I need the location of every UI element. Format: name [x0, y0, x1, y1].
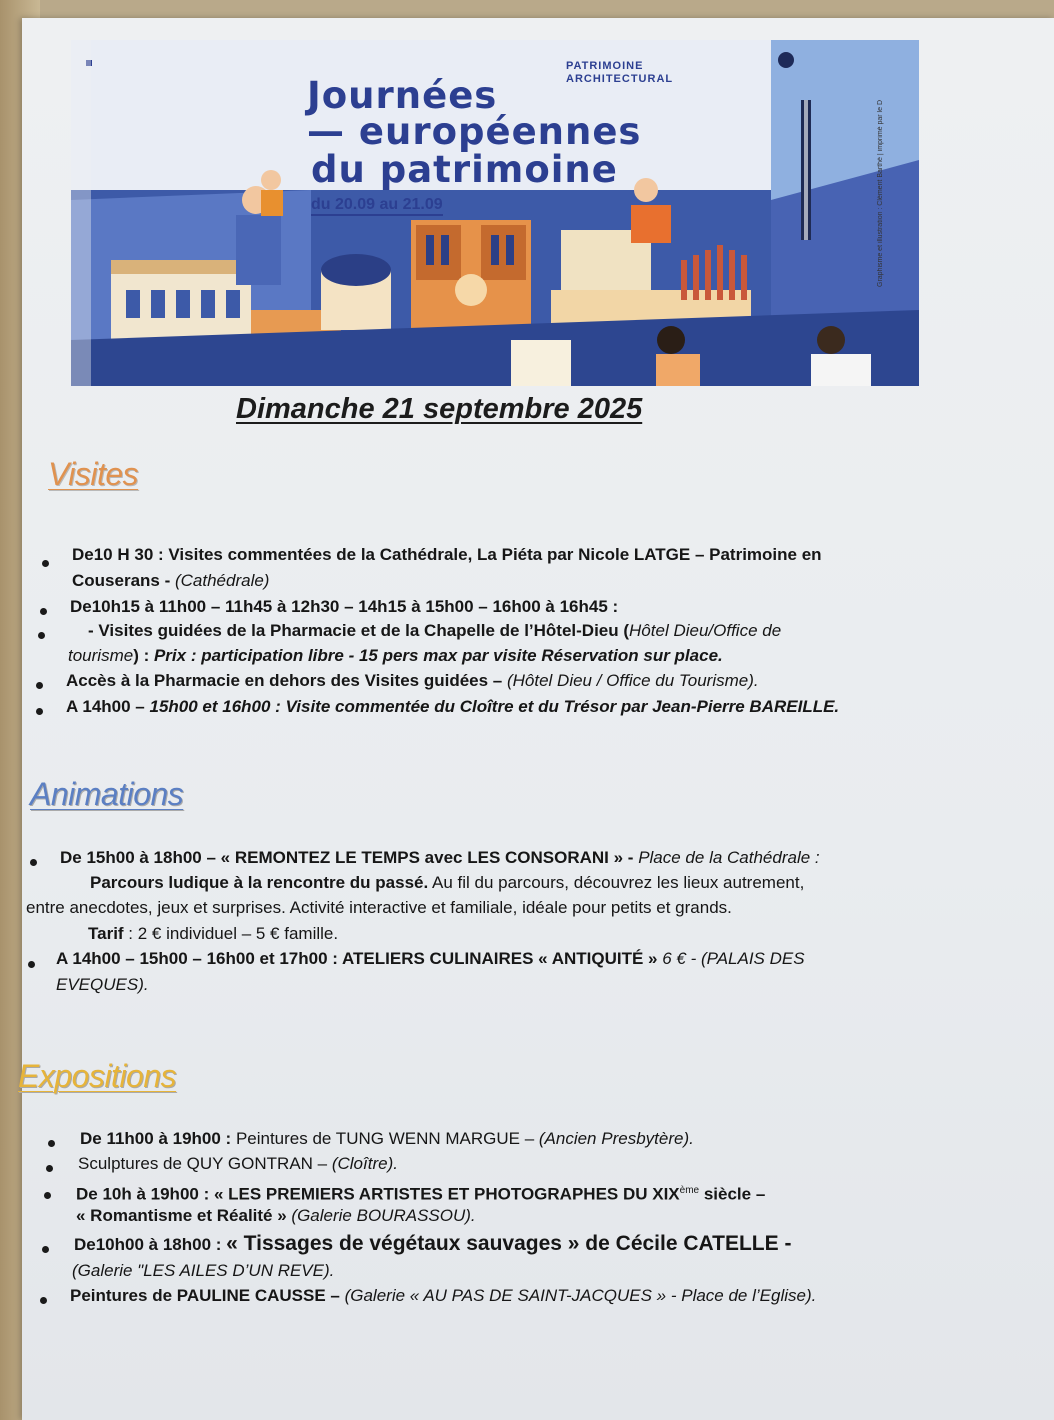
- list-item-continuation: Parcours ludique à la rencontre du passé. Au fil du parcours, découvrez les lieux autrement,: [90, 873, 805, 892]
- list-item: De 11h00 à 19h00 : Peintures de TUNG WENN MARGUE – (Ancien Presbytère).: [80, 1129, 694, 1148]
- poster-title-line3: du patrimoine: [311, 148, 618, 191]
- poster-dates: du 20.09 au 21.09: [311, 196, 443, 216]
- list-item: De10 H 30 : Visites commentées de la Cathédrale, La Piéta par Nicole LATGE – Patrimoine en: [72, 545, 822, 564]
- list-item: A 14h00 – 15h00 et 16h00 : Visite commentée du Cloître et du Trésor par Jean-Pierre BAREILLE.: [66, 697, 840, 716]
- bullet: [44, 1192, 51, 1199]
- list-item: De10h00 à 18h00 : « Tissages de végétaux sauvages » de Cécile CATELLE -: [74, 1232, 792, 1255]
- poster-title-line1: Journées: [307, 74, 498, 117]
- list-item: De10h15 à 11h00 – 11h45 à 12h30 – 14h15 à 15h00 – 16h00 à 16h45 :: [70, 597, 619, 616]
- list-item: - Visites guidées de la Pharmacie et de la Chapelle de l’Hôtel-Dieu (Hôtel Dieu/Office de: [88, 621, 782, 640]
- bullet: [36, 682, 43, 689]
- section-heading-visites: Visites: [48, 456, 139, 492]
- list-item-continuation: Tarif : 2 € individuel – 5 € famille.: [88, 924, 339, 943]
- list-item-continuation: EVEQUES).: [56, 975, 149, 994]
- list-item-continuation: entre anecdotes, jeux et surprises. Activité interactive et familiale, idéale pour petits et grands.: [26, 898, 732, 917]
- poster-title-line2: — européennes: [307, 110, 642, 153]
- bullet: [30, 859, 37, 866]
- list-item: Peintures de PAULINE CAUSSE – (Galerie « AU PAS DE SAINT-JACQUES » - Place de l’Eglise).: [70, 1286, 817, 1305]
- poster-credit: Graphisme et illustration : Clément Barthé | imprimé par le D: [877, 100, 884, 287]
- paper-sheet: [18, 18, 1054, 1420]
- bullet: [46, 1165, 53, 1172]
- section-heading-expositions: Expositions: [18, 1058, 177, 1094]
- bullet: [42, 560, 49, 567]
- bullet: [40, 608, 47, 615]
- list-item: De 10h à 19h00 : « LES PREMIERS ARTISTES ET PHOTOGRAPHES DU XIXème siècle –: [76, 1184, 766, 1204]
- poster-banner: [71, 40, 919, 386]
- list-item-continuation: Couserans - (Cathédrale): [72, 571, 270, 590]
- list-item: Sculptures de QUY GONTRAN – (Cloître).: [78, 1154, 398, 1173]
- bullet: [48, 1140, 55, 1147]
- list-item-continuation: (Galerie "LES AILES D’UN REVE).: [72, 1261, 335, 1280]
- list-item: De 15h00 à 18h00 – « REMONTEZ LE TEMPS avec LES CONSORANI » - Place de la Cathédrale :: [60, 848, 820, 867]
- poster-tagline: PATRIMOINE ARCHITECTURAL: [566, 60, 674, 85]
- bullet: [40, 1297, 47, 1304]
- list-item-continuation: « Romantisme et Réalité » (Galerie BOURASSOU).: [76, 1206, 476, 1225]
- list-item: Accès à la Pharmacie en dehors des Visites guidées – (Hôtel Dieu / Office du Tourisme).: [66, 671, 759, 690]
- list-item: A 14h00 – 15h00 – 16h00 et 17h00 : ATELIERS CULINAIRES « ANTIQUITÉ » 6 € - (PALAIS DES: [56, 949, 805, 968]
- bullet: [28, 961, 35, 968]
- bullet: [36, 708, 43, 715]
- bullet: [42, 1246, 49, 1253]
- bullet: [38, 632, 45, 639]
- page-title: Dimanche 21 septembre 2025: [236, 393, 643, 425]
- list-item-continuation: tourisme) : Prix : participation libre - 15 pers max par visite Réservation sur place.: [68, 646, 723, 665]
- section-heading-animations: Animations: [30, 776, 184, 812]
